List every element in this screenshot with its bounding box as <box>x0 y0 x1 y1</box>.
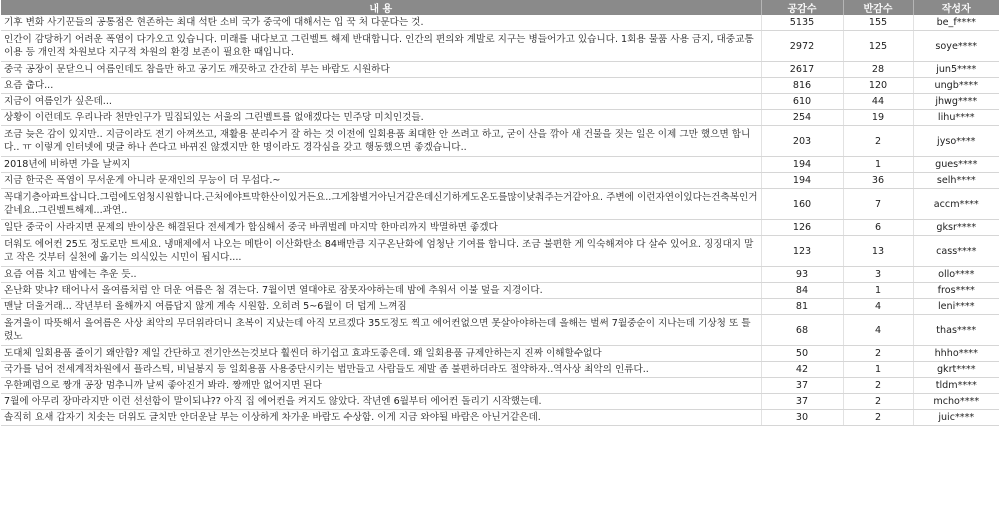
table-row <box>1 299 999 315</box>
author-id: jhwg**** <box>913 94 999 110</box>
comment-text: 조금 늦은 감이 있지만.. 지금이라도 전기 아껴쓰고, 재활용 분리수거 잘 하는 것 이전에 일회용품 최대한 안 쓰려고 하고, 굳이 산을 깎아 새 건물을 짓는 일은 이제 그만 했으면 합니다.. ㅠ 이렇게 인터넷에 댓글 하나 쓴다고 바뀌진 않겠지만 한 명이라도 경각심을 갖고 행동했으면 좋겠습니다.. <box>1 126 761 157</box>
author-id: cass**** <box>913 236 999 267</box>
comment-text: 올겨울이 따뜻해서 올여름은 사상 최악의 무더위라더니 초복이 지났는데 아직 모르겠다 35도정도 찍고 에어컨없으면 못살아야하는데 올해는 벌써 7월중순이 지나는데 기상청 또 틀렸노 <box>1 315 761 346</box>
dislikes-count: 19 <box>843 110 913 126</box>
comment-text: 맨날 더울거래... 작년부터 올해까지 여름답지 않게 계속 시원함. 오히려 5~6월이 더 덥게 느껴짐 <box>1 299 761 315</box>
author-id: gkrt**** <box>913 362 999 378</box>
header-row <box>1 0 999 15</box>
table-row <box>1 236 999 267</box>
likes-count: 93 <box>761 267 843 283</box>
dislikes-count: 3 <box>843 267 913 283</box>
dislikes-count: 1 <box>843 157 913 173</box>
comment-text: 지금 한국은 폭염이 무서운게 아니라 문재인의 무능이 더 무섭다.~ <box>1 173 761 189</box>
likes-count: 160 <box>761 189 843 220</box>
likes-count: 84 <box>761 283 843 299</box>
author-id: ollo**** <box>913 267 999 283</box>
author-id: lihu**** <box>913 110 999 126</box>
comment-text: 우한폐렴으로 짱개 공장 멈추니까 날씨 좋아진거 봐라. 짱깨만 없어지면 된다 <box>1 378 761 394</box>
likes-count: 5135 <box>761 15 843 31</box>
author-id: thas**** <box>913 315 999 346</box>
author-id: jyso**** <box>913 126 999 157</box>
author-id: juic**** <box>913 410 999 426</box>
dislikes-count: 1 <box>843 283 913 299</box>
table-row <box>1 283 999 299</box>
table-row <box>1 78 999 94</box>
dislikes-count: 120 <box>843 78 913 94</box>
table-row <box>1 15 999 31</box>
header-dislikes: 반감수 <box>843 0 913 15</box>
likes-count: 194 <box>761 157 843 173</box>
comment-text: 요즘 춥다... <box>1 78 761 94</box>
table-row <box>1 189 999 220</box>
likes-count: 2617 <box>761 62 843 78</box>
likes-count: 30 <box>761 410 843 426</box>
table-row <box>1 157 999 173</box>
comment-text: 기후 변화 사기꾼들의 공통점은 현존하는 최대 석탄 소비 국가 중국에 대해서는 입 꾹 처 다문다는 것. <box>1 15 761 31</box>
author-id: soye**** <box>913 31 999 62</box>
likes-count: 194 <box>761 173 843 189</box>
author-id: selh**** <box>913 173 999 189</box>
likes-count: 37 <box>761 394 843 410</box>
dislikes-count: 7 <box>843 189 913 220</box>
dislikes-count: 2 <box>843 394 913 410</box>
comment-text: 7월에 아무리 장마라지만 이런 선선함이 말이되냐?? 아직 집 에어컨을 켜지도 않았다. 작년엔 6월부터 에어컨 돌리기 시작했는데. <box>1 394 761 410</box>
table-row <box>1 410 999 426</box>
comment-text: 더워도 에어컨 25도 정도로만 트세요. 냉매제에서 나오는 메탄이 이산화탄소 84배만큼 지구온난화에 엄청난 기여를 합니다. 조금 불편한 게 익숙해져야 다 살수 있어요. 징징대지 말고 작은 것부터 실천에 옮기는 의식있는 시민이 됩시다.... <box>1 236 761 267</box>
table-row <box>1 110 999 126</box>
author-id: gues**** <box>913 157 999 173</box>
table-row <box>1 94 999 110</box>
author-id: jun5**** <box>913 62 999 78</box>
dislikes-count: 44 <box>843 94 913 110</box>
table-row <box>1 173 999 189</box>
table-row <box>1 220 999 236</box>
dislikes-count: 2 <box>843 378 913 394</box>
header-author: 작성자 <box>913 0 999 15</box>
likes-count: 610 <box>761 94 843 110</box>
author-id: fros**** <box>913 283 999 299</box>
likes-count: 37 <box>761 378 843 394</box>
likes-count: 2972 <box>761 31 843 62</box>
author-id: hhho**** <box>913 346 999 362</box>
table-row <box>1 346 999 362</box>
author-id: leni**** <box>913 299 999 315</box>
likes-count: 42 <box>761 362 843 378</box>
dislikes-count: 155 <box>843 15 913 31</box>
header-content: 내 용 <box>1 0 761 15</box>
table-row <box>1 394 999 410</box>
dislikes-count: 13 <box>843 236 913 267</box>
likes-count: 68 <box>761 315 843 346</box>
comment-text: 국가를 넘어 전세계적차원에서 플라스틱, 비닐봉지 등 일회용품 사용중단시키는 법만들고 사람들도 제발 좀 불편하더라도 절약하자..역사상 최악의 인류다.. <box>1 362 761 378</box>
likes-count: 203 <box>761 126 843 157</box>
comment-text: 지금이 여름인가 싶은데... <box>1 94 761 110</box>
table-row <box>1 315 999 346</box>
likes-count: 126 <box>761 220 843 236</box>
likes-count: 816 <box>761 78 843 94</box>
comments-table <box>1 0 999 426</box>
author-id: gksr**** <box>913 220 999 236</box>
dislikes-count: 36 <box>843 173 913 189</box>
table-row <box>1 31 999 62</box>
dislikes-count: 2 <box>843 346 913 362</box>
comment-text: 일단 중국이 사라지면 문제의 반이상은 해결된다 전세계가 합심해서 중국 바퀴벌레 마지막 한마리까지 박멸하면 좋겠다 <box>1 220 761 236</box>
comments-body <box>1 15 999 426</box>
table-row <box>1 362 999 378</box>
comment-text: 2018년에 비하면 가을 날씨지 <box>1 157 761 173</box>
likes-count: 254 <box>761 110 843 126</box>
dislikes-count: 2 <box>843 126 913 157</box>
dislikes-count: 6 <box>843 220 913 236</box>
table-row <box>1 378 999 394</box>
author-id: accm**** <box>913 189 999 220</box>
comment-text: 중국 공장이 문닫으니 여름인데도 참을만 하고 공기도 깨끗하고 간간히 부는 바람도 시원하다 <box>1 62 761 78</box>
author-id: be_f**** <box>913 15 999 31</box>
table-row <box>1 267 999 283</box>
likes-count: 50 <box>761 346 843 362</box>
likes-count: 123 <box>761 236 843 267</box>
comment-text: 인간이 감당하기 어려운 폭염이 다가오고 있습니다. 미래를 내다보고 그린벨트 해제 반대합니다. 인간의 편의와 계발로 지구는 병들어가고 있습니다. 1회용 물품 사용 금지, 대중교통 이용 등 개인적 차원보다 지구적 차원의 환경 보존이 필요한 때입니다. <box>1 31 761 62</box>
dislikes-count: 4 <box>843 299 913 315</box>
author-id: tldm**** <box>913 378 999 394</box>
table-row <box>1 126 999 157</box>
author-id: mcho**** <box>913 394 999 410</box>
dislikes-count: 4 <box>843 315 913 346</box>
comment-text: 요즘 여름 치고 밤에는 추운 듯.. <box>1 267 761 283</box>
comment-text: 온난화 맞냐? 태어나서 올여름처럼 안 더운 여름은 첨 겪는다. 7월이면 열대야로 잠못자야하는데 밤에 추워서 이불 덮을 지경이다. <box>1 283 761 299</box>
comment-text: 도대체 일회용품 줄이기 왜안함? 제일 간단하고 전기안쓰는것보다 훨씬더 하기쉽고 효과도좋은데. 왜 일회용품 규제안하는지 진짜 이해할수없다 <box>1 346 761 362</box>
header-likes: 공감수 <box>761 0 843 15</box>
comment-text: 상황이 이런데도 우리나라 천만인구가 밀집되있는 서울의 그린벨트를 없애겠다는 민주당 미치인것들. <box>1 110 761 126</box>
comment-text: 솔직히 요새 갑자기 치솟는 더위도 글치만 안더운날 부는 이상하게 차가운 바람도 수상함. 이게 지금 와야될 바람은 아닌거같은데. <box>1 410 761 426</box>
dislikes-count: 28 <box>843 62 913 78</box>
likes-count: 81 <box>761 299 843 315</box>
comment-text: 꼭대기층아파트삽니다.그럼에도엄청시원합니다.근처에야트막한산이있거든요..그게참별거아닌거같은데신기하게도온도를많이낮춰주는거같아요. 주변에 이런자연이있다는건축복인거같네요..그린벨트해제...과연.. <box>1 189 761 220</box>
table-row <box>1 62 999 78</box>
dislikes-count: 125 <box>843 31 913 62</box>
author-id: ungb**** <box>913 78 999 94</box>
dislikes-count: 1 <box>843 362 913 378</box>
dislikes-count: 2 <box>843 410 913 426</box>
